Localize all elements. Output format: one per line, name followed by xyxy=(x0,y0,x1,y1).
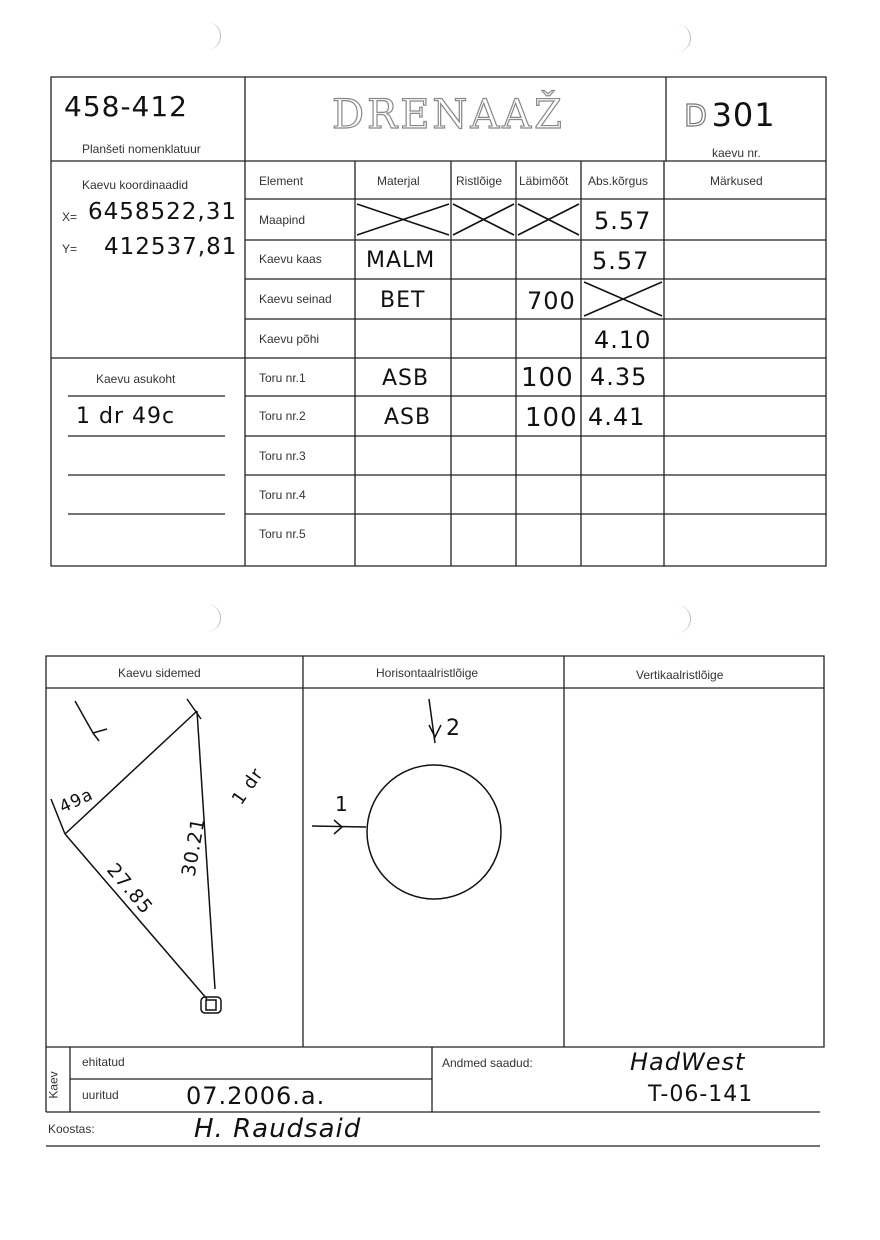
x-prefix: X= xyxy=(62,210,78,224)
row-label: Kaevu kaas xyxy=(259,252,322,266)
x-coordinate: 6458522,31 xyxy=(88,199,238,225)
well-side-label: Kaev xyxy=(46,1071,61,1099)
ties-label-49a: 49a xyxy=(56,784,97,818)
horizontal-section-label: Horisontaalristlõige xyxy=(376,666,479,680)
header-material: Materjal xyxy=(377,174,420,188)
header-elevation: Abs.kõrgus xyxy=(588,174,649,188)
header-crosssection: Ristlõige xyxy=(456,174,503,188)
y-coordinate: 412537,81 xyxy=(104,234,238,260)
cell-elevation: 4.10 xyxy=(594,326,652,354)
row-label: Maapind xyxy=(259,213,306,227)
compiler-label: Koostas: xyxy=(48,1122,95,1136)
location-line-1: 1 dr 49c xyxy=(76,404,176,429)
ties-label: Kaevu sidemed xyxy=(118,666,201,680)
ties-sketch xyxy=(47,689,302,1045)
data-source-label: Andmed saadud: xyxy=(442,1056,533,1070)
nomenclature-value: 458-412 xyxy=(64,90,188,123)
built-label: ehitatud xyxy=(82,1055,125,1069)
ties-house-label: 1 dr xyxy=(227,764,269,809)
cell-material: ASB xyxy=(384,405,432,430)
nomenclature-label: Planšeti nomenklatuur xyxy=(82,142,201,156)
cell-diameter: 700 xyxy=(527,287,576,315)
row-label: Toru nr.2 xyxy=(259,409,306,423)
cell-elevation: 4.41 xyxy=(588,403,646,431)
surveyed-label: uuritud xyxy=(82,1088,119,1102)
page-title: DRENAAŽ xyxy=(332,92,565,138)
pipe-label-2: 2 xyxy=(446,716,461,741)
cell-material: BET xyxy=(380,288,426,313)
row-label: Toru nr.3 xyxy=(259,449,306,463)
row-label: Toru nr.5 xyxy=(259,527,306,541)
surveyed-value: 07.2006.a. xyxy=(186,1082,326,1110)
row-label: Toru nr.4 xyxy=(259,488,306,502)
data-source-code: T-06-141 xyxy=(648,1082,754,1107)
row-label: Toru nr.1 xyxy=(259,371,306,385)
ties-distance-2: 30.21 xyxy=(177,815,210,879)
horizontal-section-sketch xyxy=(304,689,563,1045)
location-label: Kaevu asukoht xyxy=(96,372,176,386)
well-prefix: D xyxy=(684,99,708,134)
cell-material: MALM xyxy=(366,248,436,273)
header-element: Element xyxy=(259,174,304,188)
cell-elevation: 4.35 xyxy=(590,363,648,391)
coordinates-label: Kaevu koordinaadid xyxy=(82,178,189,192)
well-number-value: 301 xyxy=(711,96,776,134)
y-prefix: Y= xyxy=(62,242,78,256)
well-number xyxy=(684,96,776,134)
header-diameter: Läbimõõt xyxy=(519,174,569,188)
cell-material: ASB xyxy=(382,366,430,391)
row-label: Kaevu põhi xyxy=(259,332,320,346)
pipe-label-1: 1 xyxy=(335,792,349,816)
punch-hole xyxy=(676,605,691,633)
vertical-section-label: Vertikaalristlõige xyxy=(636,668,724,682)
compiler-value: H. Raudsaid xyxy=(194,1114,362,1144)
cell-diameter: 100 xyxy=(521,363,574,393)
cell-elevation: 5.57 xyxy=(592,247,650,275)
cell-diameter: 100 xyxy=(525,403,578,433)
cell-elevation: 5.57 xyxy=(594,207,652,235)
data-source-value: HadWest xyxy=(630,1048,746,1076)
row-label: Kaevu seinad xyxy=(259,292,332,306)
punch-hole xyxy=(206,604,221,632)
ties-distance-1: 27.85 xyxy=(102,859,158,919)
well-number-label: kaevu nr. xyxy=(712,146,761,160)
header-notes: Märkused xyxy=(710,174,763,188)
